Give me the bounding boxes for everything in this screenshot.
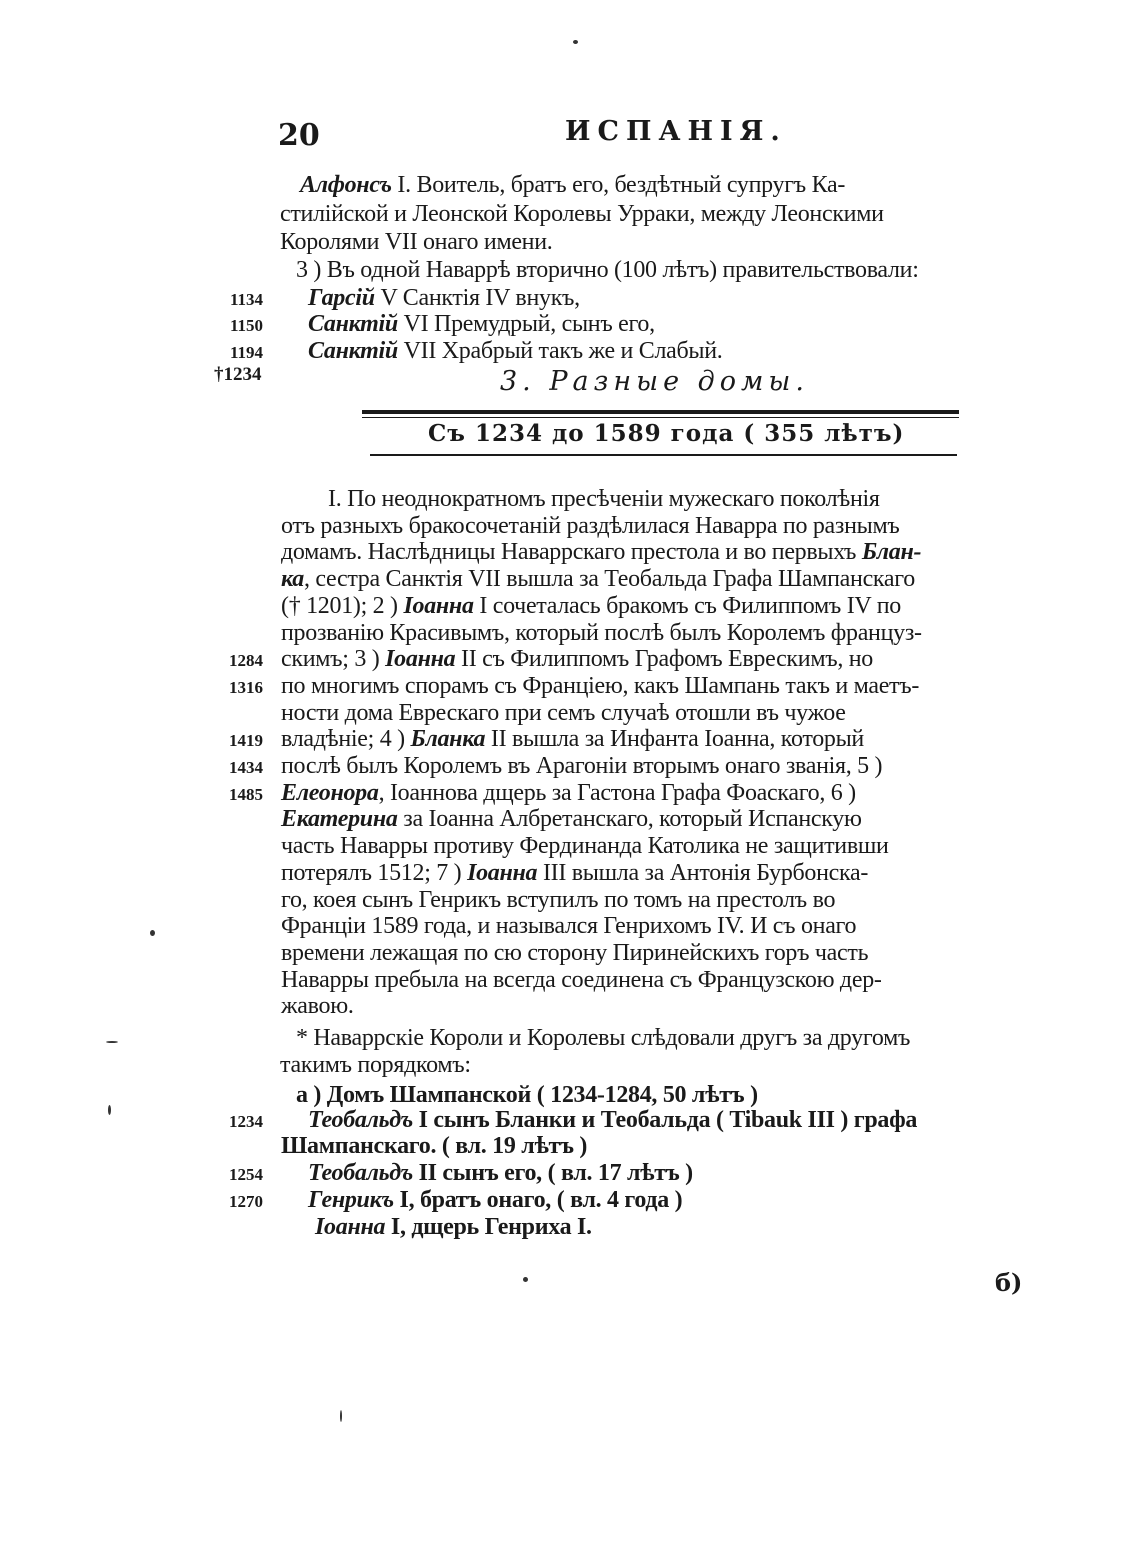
paragraph-line: ка, сестра Санктія VII вышла за Теобальда Графа Шампанскаго <box>281 566 915 592</box>
speck <box>523 1277 528 1282</box>
margin-year: 1134 <box>230 290 264 309</box>
margin-year: 1234 <box>229 1112 263 1131</box>
ruler-line: Теобальдъ II сынъ его, ( вл. 17 лѣтъ ) <box>308 1160 693 1186</box>
paragraph-line: отъ разныхъ бракосочетаній раздѣлилася Наварра по разнымъ <box>281 513 900 539</box>
ruler-line: Іоанна I, дщерь Генриха I. <box>315 1214 592 1240</box>
ruler-name: Теобальдъ <box>308 1160 413 1186</box>
margin-year: 1150 <box>230 316 264 335</box>
paragraph-line: скимъ; 3 ) Іоанна II съ Филиппомъ Графомъ Еврескимъ, но <box>281 646 873 672</box>
margin-year: 1254 <box>229 1165 263 1184</box>
speck <box>573 40 578 44</box>
paragraph-line: I. По неоднократномъ пресѣченіи мужескаго поколѣнія <box>328 486 880 512</box>
paragraph-line: († 1201); 2 ) Іоанна I сочеталась бракомъ съ Филиппомъ IV по <box>281 593 901 619</box>
navarre-heading: 3 ) Въ одной Наваррѣ вторично (100 лѣтъ) правительствовали: <box>296 257 919 283</box>
paragraph-line: жавою. <box>281 993 354 1019</box>
intro-line-2: стилійской и Леонской Королевы Урраки, между Леонскими <box>280 201 884 227</box>
rule-bottom <box>370 454 957 456</box>
speck <box>150 930 155 936</box>
margin-year: 1194 <box>230 343 264 362</box>
italic-name: Елеонора <box>281 780 379 806</box>
ruler-name: Санктій <box>308 311 398 337</box>
succession-note-2: такимъ порядкомъ: <box>280 1052 471 1078</box>
paragraph-line: Франціи 1589 года, и назывался Генрихомъ IV. И съ онаго <box>281 913 857 939</box>
italic-name: Блан- <box>861 539 922 565</box>
page-number: 20 <box>278 118 320 153</box>
period-banner: Съ 1234 до 1589 года ( 355 лѣтъ) <box>428 420 905 447</box>
ruler-name: Іоанна <box>315 1214 386 1240</box>
speck <box>340 1410 342 1422</box>
rule-top <box>362 410 959 414</box>
rule-top-thin <box>362 417 959 418</box>
section-title: 3. Разные домы. <box>500 366 809 397</box>
paragraph-line: потерялъ 1512; 7 ) Іоанна III вышла за Антонія Бурбонска- <box>281 860 869 886</box>
running-title: ИСПАНІЯ. <box>565 116 787 147</box>
succession-note-1: * Наваррскіе Короли и Королевы слѣдовали другъ за другомъ <box>296 1025 911 1051</box>
paragraph-line: ности дома Еврескаго при семъ случаѣ отошли въ чужое <box>281 700 846 726</box>
speck <box>108 1105 111 1115</box>
ruler-line: Санктій VI Премудрый, сынъ его, <box>308 311 655 337</box>
paragraph-line: часть Наварры противу Фердинанда Католика не защитивши <box>281 833 889 859</box>
italic-name: Іоанна <box>467 860 538 886</box>
margin-year: 1284 <box>229 651 263 670</box>
paragraph-line: Екатерина за Іоанна Албретанскаго, который Испанскую <box>281 806 862 832</box>
margin-year: 1434 <box>229 758 263 777</box>
end-year: †1234 <box>214 364 262 385</box>
paragraph-line: владѣніе; 4 ) Бланка II вышла за Инфанта Іоанна, который <box>281 726 864 752</box>
margin-year: 1485 <box>229 785 263 804</box>
ruler-line: Санктій VII Храбрый такъ же и Слабый. <box>308 338 723 364</box>
italic-name: Іоанна <box>385 646 456 672</box>
ruler-name: Генрикъ <box>308 1187 394 1213</box>
paragraph-line: Наварры пребыла на всегда соединена съ Французскою дер- <box>281 967 882 993</box>
paragraph-line: го, коея сынъ Генрикъ вступилъ по томъ на престолъ во <box>281 887 836 913</box>
ruler-line: Шампанскаго. ( вл. 19 лѣтъ ) <box>281 1133 588 1159</box>
ruler-name: Алфонсъ <box>300 172 392 198</box>
ruler-line: Теобальдъ I сынъ Бланки и Теобальда ( Tibauk III ) графа <box>308 1107 918 1133</box>
paragraph-line: послѣ былъ Королемъ въ Арагоніи вторымъ онаго званія, 5 ) <box>281 753 883 779</box>
italic-name: Бланка <box>410 726 486 752</box>
paragraph-line: Елеонора, Іоаннова дщерь за Гастона Графа Фоаскаго, 6 ) <box>281 780 856 806</box>
paragraph-line: времени лежащая по сю сторону Пиринейскихъ горъ часть <box>281 940 869 966</box>
ruler-name: Санктій <box>308 338 398 364</box>
paragraph-line: домамъ. Наслѣдницы Наваррскаго престола и во первыхъ Блан- <box>281 539 922 565</box>
ruler-name: Теобальдъ <box>308 1107 413 1133</box>
catchword: б) <box>995 1268 1023 1297</box>
paragraph-line: по многимъ спорамъ съ Франціею, какъ Шампань такъ и маетъ- <box>281 673 920 699</box>
margin-year: 1270 <box>229 1192 263 1211</box>
speck <box>106 1041 118 1043</box>
house-a-heading: a ) Домъ Шампанской ( 1234-1284, 50 лѣтъ ) <box>296 1082 758 1108</box>
margin-year: 1316 <box>229 678 263 697</box>
italic-name: ка <box>281 566 304 592</box>
intro-line-3: Королями VII онаго имени. <box>280 229 553 255</box>
italic-name: Екатерина <box>281 806 398 832</box>
ruler-line: Гарсій V Санктія IV внукъ, <box>308 285 580 311</box>
ruler-line: Генрикъ I, братъ онаго, ( вл. 4 года ) <box>308 1187 683 1213</box>
italic-name: Іоанна <box>403 593 474 619</box>
ruler-name: Гарсій <box>308 285 375 311</box>
margin-year: 1419 <box>229 731 263 750</box>
paragraph-line: прозванію Красивымъ, который послѣ былъ Королемъ француз- <box>281 620 922 646</box>
intro-line-1: Алфонсъ I. Воитель, братъ его, бездѣтный супругъ Ка- <box>300 172 846 198</box>
